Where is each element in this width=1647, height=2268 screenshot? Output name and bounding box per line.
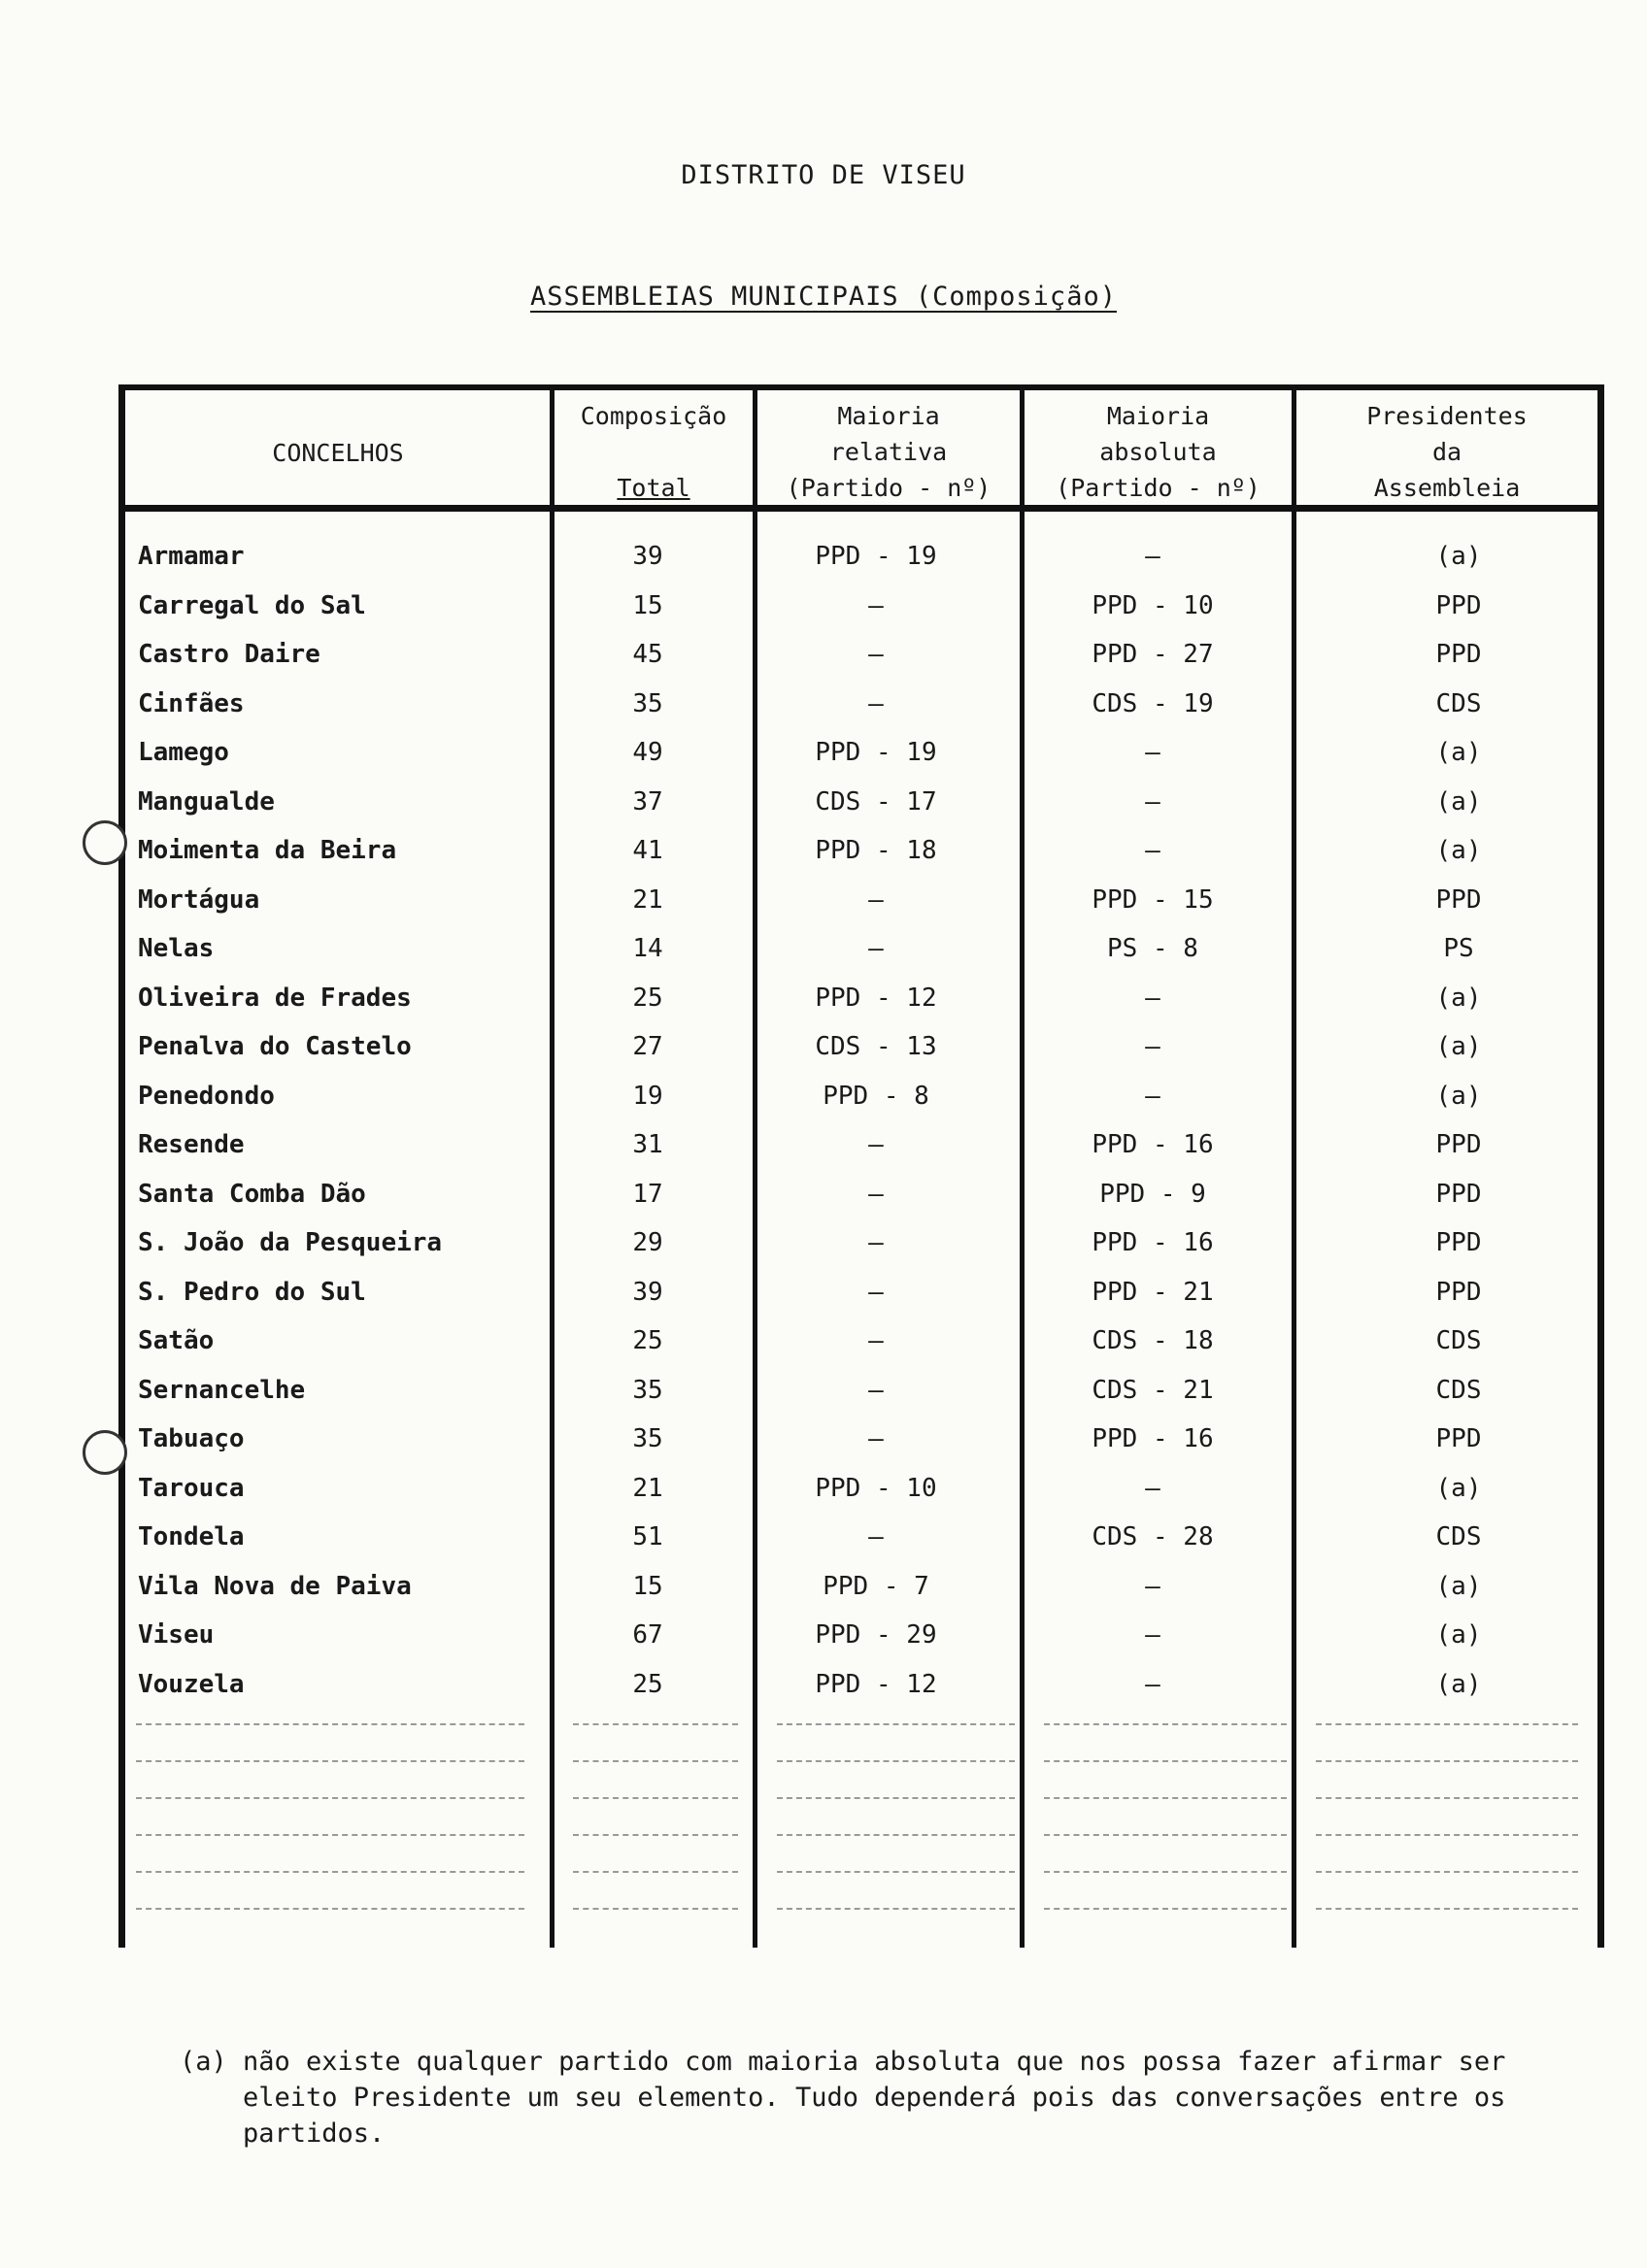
punch-hole	[83, 820, 127, 865]
empty-row-line	[573, 1797, 738, 1799]
header-relativa-line1: Maioria	[837, 402, 940, 430]
maioria-absoluta-cell: —	[1145, 1620, 1160, 1650]
maioria-absoluta-cell: —	[1145, 1571, 1160, 1601]
empty-row-line	[1316, 1797, 1578, 1799]
empty-row-line	[136, 1797, 524, 1799]
maioria-absoluta-cell: CDS - 18	[1092, 1326, 1214, 1355]
presidente-cell: CDS	[1435, 1375, 1482, 1405]
maioria-absoluta-cell: CDS - 28	[1092, 1522, 1214, 1551]
maioria-relativa-cell: PPD - 10	[815, 1473, 937, 1503]
header-maioria-absoluta	[1025, 398, 1292, 506]
empty-row-line	[573, 1834, 738, 1836]
empty-row-line	[1044, 1834, 1287, 1836]
maioria-relativa-cell: PPD - 8	[823, 1081, 929, 1111]
header-relativa-line3: (Partido - nº)	[786, 474, 992, 502]
table-row	[118, 984, 1604, 1032]
maioria-relativa-cell: CDS - 13	[815, 1032, 937, 1061]
maioria-relativa-cell: PPD - 12	[815, 983, 937, 1013]
table-row	[118, 1082, 1604, 1130]
maioria-absoluta-cell: PPD - 16	[1092, 1424, 1214, 1453]
maioria-absoluta-cell: —	[1145, 786, 1160, 817]
presidente-cell: PPD	[1435, 640, 1482, 669]
header-concelhos	[126, 435, 550, 471]
presidente-cell: CDS	[1435, 688, 1482, 718]
total-cell: 29	[632, 1228, 663, 1257]
footnote-mark: (a)	[180, 2047, 227, 2077]
concelho-cell: Viseu	[138, 1620, 215, 1650]
maioria-relativa-cell: —	[868, 1424, 884, 1453]
empty-row-line	[1316, 1908, 1578, 1910]
footnote	[180, 2044, 1559, 2151]
maioria-relativa-cell: —	[868, 688, 884, 718]
header-relativa-line2: relativa	[829, 438, 948, 466]
total-cell: 39	[632, 1277, 663, 1307]
table-row	[118, 1130, 1604, 1179]
total-cell: 25	[632, 1669, 663, 1699]
empty-row-line	[136, 1723, 524, 1725]
maioria-relativa-cell: —	[868, 640, 884, 669]
header-presidentes	[1296, 398, 1597, 506]
table-row	[118, 738, 1604, 786]
total-cell: 15	[632, 590, 663, 620]
maioria-relativa-cell: PPD - 12	[815, 1669, 937, 1699]
presidente-cell: (a)	[1435, 1571, 1482, 1601]
presidente-cell: (a)	[1435, 983, 1482, 1013]
concelho-cell: Nelas	[138, 934, 215, 963]
maioria-relativa-cell: —	[868, 934, 884, 963]
punch-hole	[83, 1430, 127, 1475]
empty-row-line	[573, 1871, 738, 1873]
maioria-relativa-cell: —	[868, 1179, 884, 1209]
header-composicao	[555, 398, 753, 506]
header-rule	[118, 505, 1604, 512]
empty-row-line	[1044, 1908, 1287, 1910]
header-absoluta-line1: Maioria	[1106, 402, 1210, 430]
presidente-cell: CDS	[1435, 1522, 1482, 1551]
maioria-absoluta-cell: —	[1145, 983, 1160, 1013]
presidente-cell: (a)	[1435, 1669, 1482, 1699]
total-cell: 21	[632, 1473, 663, 1503]
page-title: DISTRITO DE VISEU	[681, 160, 966, 190]
concelho-cell: S. Pedro do Sul	[138, 1277, 366, 1307]
table-row	[118, 1278, 1604, 1326]
maioria-relativa-cell: PPD - 19	[815, 542, 937, 571]
total-cell: 31	[632, 1130, 663, 1159]
concelho-cell: Tarouca	[138, 1473, 245, 1503]
total-cell: 25	[632, 983, 663, 1013]
maioria-absoluta-cell: PPD - 27	[1092, 640, 1214, 669]
table-row	[118, 1228, 1604, 1277]
total-cell: 37	[632, 786, 663, 817]
maioria-absoluta-cell: —	[1145, 738, 1160, 767]
empty-row-line	[573, 1723, 738, 1725]
header-maioria-relativa	[757, 398, 1020, 506]
concelho-cell: Tondela	[138, 1522, 245, 1551]
concelho-cell: Oliveira de Frades	[138, 983, 412, 1013]
total-cell: 21	[632, 884, 663, 915]
concelho-cell: Vila Nova de Paiva	[138, 1571, 412, 1601]
maioria-relativa-cell: —	[868, 1326, 884, 1355]
empty-row-line	[1044, 1760, 1287, 1762]
empty-row-line	[1316, 1723, 1578, 1725]
header-concelhos-label: CONCELHOS	[272, 439, 404, 467]
presidente-cell: CDS	[1435, 1326, 1482, 1355]
header-composicao-line2: Total	[617, 474, 690, 502]
presidente-cell: (a)	[1435, 1081, 1482, 1111]
maioria-absoluta-cell: PPD - 10	[1092, 590, 1214, 620]
empty-row-line	[777, 1723, 1015, 1725]
maioria-relativa-cell: —	[868, 1375, 884, 1405]
maioria-absoluta-cell: PPD - 16	[1092, 1130, 1214, 1159]
empty-row-line	[1316, 1760, 1578, 1762]
table-row	[118, 1522, 1604, 1571]
presidente-cell: PPD	[1435, 590, 1482, 620]
table-row	[118, 689, 1604, 738]
empty-row-line	[1044, 1871, 1287, 1873]
concelho-cell: Mangualde	[138, 786, 275, 817]
total-cell: 19	[632, 1081, 663, 1111]
empty-row-line	[136, 1908, 524, 1910]
total-cell: 45	[632, 640, 663, 669]
table-row	[118, 934, 1604, 983]
presidente-cell: PPD	[1435, 1228, 1482, 1257]
total-cell: 35	[632, 1375, 663, 1405]
maioria-absoluta-cell: PPD - 21	[1092, 1277, 1214, 1307]
presidente-cell: (a)	[1435, 1620, 1482, 1650]
maioria-relativa-cell: —	[868, 1130, 884, 1159]
table-title: ASSEMBLEIAS MUNICIPAIS (Composição)	[530, 282, 1117, 312]
concelho-cell: Cinfães	[138, 688, 245, 718]
table-row	[118, 542, 1604, 590]
presidente-cell: (a)	[1435, 786, 1482, 817]
table-row	[118, 1180, 1604, 1228]
table-row	[118, 1620, 1604, 1669]
concelho-cell: Satão	[138, 1326, 215, 1355]
maioria-absoluta-cell: —	[1145, 1669, 1160, 1699]
table-row	[118, 591, 1604, 640]
total-cell: 25	[632, 1326, 663, 1355]
concelho-cell: Armamar	[138, 542, 245, 571]
maioria-relativa-cell: PPD - 29	[815, 1620, 937, 1650]
header-composicao-line1: Composição	[580, 402, 727, 430]
maioria-relativa-cell: —	[868, 884, 884, 915]
total-cell: 41	[632, 836, 663, 865]
presidente-cell: PS	[1443, 934, 1474, 963]
total-cell: 39	[632, 542, 663, 571]
empty-row-line	[136, 1760, 524, 1762]
maioria-relativa-cell: PPD - 19	[815, 738, 937, 767]
empty-row-line	[1044, 1723, 1287, 1725]
presidente-cell: PPD	[1435, 884, 1482, 915]
presidente-cell: PPD	[1435, 1277, 1482, 1307]
presidente-cell: PPD	[1435, 1179, 1482, 1209]
empty-row-line	[1044, 1797, 1287, 1799]
maioria-relativa-cell: —	[868, 590, 884, 620]
table-row	[118, 640, 1604, 688]
footnote-text: não existe qualquer partido com maioria absoluta que nos possa fazer afirmar ser eleito Presidente um seu elemento. Tudo dependerá pois das conversações entre os partidos.	[243, 2047, 1506, 2149]
table-row	[118, 787, 1604, 836]
maioria-relativa-cell: PPD - 18	[815, 836, 937, 865]
total-cell: 49	[632, 738, 663, 767]
maioria-relativa-cell: —	[868, 1277, 884, 1307]
table-row	[118, 1032, 1604, 1081]
maioria-absoluta-cell: PPD - 15	[1092, 884, 1214, 915]
empty-row-line	[1316, 1871, 1578, 1873]
concelho-cell: Penalva do Castelo	[138, 1032, 412, 1061]
empty-row-line	[777, 1908, 1015, 1910]
table-row	[118, 1376, 1604, 1424]
concelho-cell: Sernancelhe	[138, 1375, 306, 1405]
table-row	[118, 836, 1604, 884]
maioria-absoluta-cell: —	[1145, 542, 1160, 571]
maioria-relativa-cell: CDS - 17	[815, 786, 937, 817]
concelho-cell: Lamego	[138, 738, 229, 767]
empty-row-line	[573, 1760, 738, 1762]
maioria-absoluta-cell: —	[1145, 1473, 1160, 1503]
presidente-cell: (a)	[1435, 836, 1482, 865]
presidente-cell: (a)	[1435, 1032, 1482, 1061]
empty-row-line	[136, 1871, 524, 1873]
concelho-cell: Carregal do Sal	[138, 590, 366, 620]
maioria-absoluta-cell: PS - 8	[1107, 934, 1198, 963]
presidente-cell: PPD	[1435, 1424, 1482, 1453]
empty-row-line	[777, 1760, 1015, 1762]
maioria-absoluta-cell: —	[1145, 1081, 1160, 1111]
table-row	[118, 1424, 1604, 1473]
table-row	[118, 1326, 1604, 1375]
header-absoluta-line2: absoluta	[1099, 438, 1217, 466]
concelho-cell: Mortágua	[138, 884, 260, 915]
empty-row-line	[777, 1797, 1015, 1799]
presidente-cell: PPD	[1435, 1130, 1482, 1159]
maioria-absoluta-cell: PPD - 9	[1099, 1179, 1206, 1209]
maioria-relativa-cell: —	[868, 1522, 884, 1551]
header-absoluta-line3: (Partido - nº)	[1056, 474, 1260, 502]
concelho-cell: Penedondo	[138, 1081, 275, 1111]
maioria-absoluta-cell: —	[1145, 1032, 1160, 1061]
maioria-absoluta-cell: —	[1145, 836, 1160, 865]
empty-row-line	[136, 1834, 524, 1836]
empty-row-line	[573, 1908, 738, 1910]
table-row	[118, 1474, 1604, 1522]
concelho-cell: Santa Comba Dão	[138, 1179, 366, 1209]
total-cell: 15	[632, 1571, 663, 1601]
empty-row-line	[1316, 1834, 1578, 1836]
concelho-cell: Castro Daire	[138, 640, 320, 669]
table-row	[118, 1572, 1604, 1620]
total-cell: 35	[632, 688, 663, 718]
total-cell: 67	[632, 1620, 663, 1650]
table-row	[118, 885, 1604, 934]
total-cell: 14	[632, 934, 663, 963]
concelho-cell: Moimenta da Beira	[138, 836, 397, 865]
maioria-absoluta-cell: PPD - 16	[1092, 1228, 1214, 1257]
header-presidentes-line2: da	[1431, 438, 1462, 466]
maioria-relativa-cell: PPD - 7	[823, 1571, 929, 1601]
total-cell: 51	[632, 1522, 663, 1551]
concelho-cell: S. João da Pesqueira	[138, 1228, 443, 1257]
header-presidentes-line3: Assembleia	[1373, 474, 1521, 502]
presidente-cell: (a)	[1435, 738, 1482, 767]
table-row	[118, 1670, 1604, 1718]
maioria-relativa-cell: —	[868, 1228, 884, 1257]
presidente-cell: (a)	[1435, 542, 1482, 571]
total-cell: 27	[632, 1032, 663, 1061]
empty-row-line	[777, 1871, 1015, 1873]
concelho-cell: Tabuaço	[138, 1424, 245, 1453]
concelho-cell: Vouzela	[138, 1669, 245, 1699]
header-presidentes-line1: Presidentes	[1366, 402, 1528, 430]
presidente-cell: (a)	[1435, 1473, 1482, 1503]
total-cell: 35	[632, 1424, 663, 1453]
total-cell: 17	[632, 1179, 663, 1209]
maioria-absoluta-cell: CDS - 19	[1092, 688, 1214, 718]
empty-row-line	[777, 1834, 1015, 1836]
concelho-cell: Resende	[138, 1130, 245, 1159]
maioria-absoluta-cell: CDS - 21	[1092, 1375, 1214, 1405]
